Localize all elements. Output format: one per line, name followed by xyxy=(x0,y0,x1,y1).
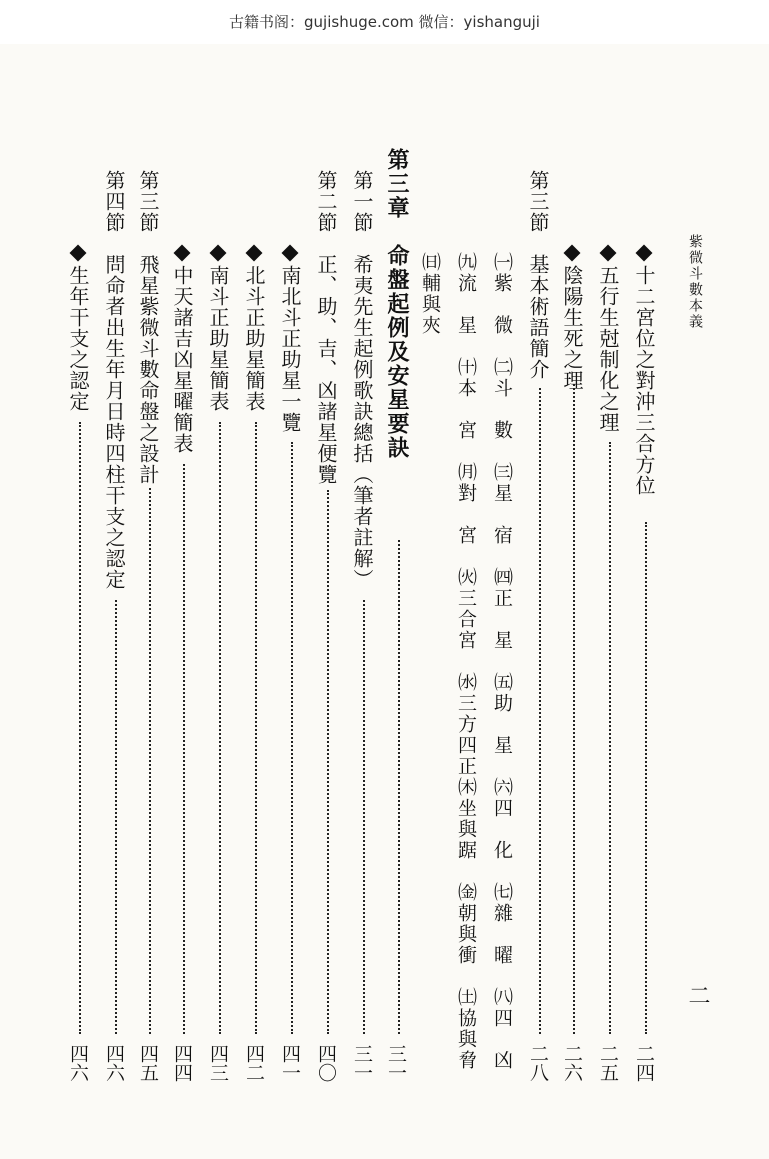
diamond-bullet-icon xyxy=(636,245,653,262)
toc-entry-e9: 希夷先生起例歌訣總括（筆者註解） xyxy=(350,254,374,590)
section-label: 第三節 xyxy=(526,170,550,233)
section-label: 第三節 xyxy=(136,170,160,233)
section-label: 第一節 xyxy=(350,170,374,233)
diamond-bullet-icon xyxy=(246,245,263,262)
folio-number: 二 xyxy=(685,984,710,1006)
page-number: 四一 xyxy=(279,1044,301,1082)
leader-dots xyxy=(327,490,329,1034)
toc-entry-e13 xyxy=(208,244,228,412)
toc-entry-e11 xyxy=(280,244,300,433)
book-page xyxy=(0,44,769,1159)
toc-entry-e16: 問命者出生年月日時四柱干支之認定 xyxy=(102,254,126,590)
page-number: 四〇 xyxy=(315,1044,337,1082)
diamond-bullet-icon xyxy=(70,245,87,262)
page-number: 四六 xyxy=(67,1044,89,1082)
toc-entry-e17 xyxy=(68,244,88,412)
page-number: 四五 xyxy=(137,1044,159,1082)
entry-title: 生年干支之認定 xyxy=(66,265,90,412)
diamond-bullet-icon xyxy=(600,245,617,262)
leader-dots xyxy=(183,464,185,1034)
page-number: 四三 xyxy=(207,1044,229,1082)
leader-dots xyxy=(609,442,611,1034)
entry-title: 五行生尅制化之理 xyxy=(596,265,620,433)
page-number: 四四 xyxy=(171,1044,193,1082)
leader-dots xyxy=(645,522,647,1034)
diamond-bullet-icon xyxy=(210,245,227,262)
running-header: 紫微斗數本義 xyxy=(687,234,703,330)
leader-dots xyxy=(255,422,257,1034)
diamond-bullet-icon xyxy=(174,245,191,262)
entry-title: 陰陽生死之理 xyxy=(560,265,584,391)
leader-dots xyxy=(219,422,221,1034)
entry-title: 十二宮位之對沖三合方位 xyxy=(632,265,656,496)
toc-entry-e1 xyxy=(634,244,654,496)
toc-entry-e14 xyxy=(172,244,192,454)
leader-dots xyxy=(149,488,151,1034)
section-label: 第四節 xyxy=(102,170,126,233)
term-list-row-3: ㈰輔與夾 xyxy=(419,252,441,336)
page-number: 二八 xyxy=(527,1044,549,1082)
leader-dots xyxy=(398,540,400,1034)
leader-dots xyxy=(79,422,81,1034)
toc-entry-e15: 飛星紫微斗數命盤之設計 xyxy=(136,254,160,485)
entry-title: 北斗正助星簡表 xyxy=(242,265,266,412)
watermark-text: 古籍书阁：gujishuge.com 微信：yishanguji xyxy=(229,13,540,31)
page-number: 二六 xyxy=(561,1044,583,1082)
toc-entry-e3 xyxy=(562,244,582,391)
page-number: 二五 xyxy=(597,1044,619,1082)
page-number: 三一 xyxy=(385,1044,407,1082)
entry-title: 南北斗正助星一覽 xyxy=(278,265,302,433)
diamond-bullet-icon xyxy=(564,245,581,262)
leader-dots xyxy=(539,388,541,1034)
chapter-title: 第三章 命盤起例及安星要訣 xyxy=(384,148,410,460)
toc-entry-e4: 基本術語簡介 xyxy=(526,254,550,380)
entry-title: 中天諸吉凶星曜簡表 xyxy=(170,265,194,454)
page-number: 三一 xyxy=(351,1044,373,1082)
term-list-row-1: ㈠紫 微 ㈡斗 數 ㈢星 宿 ㈣正 星 ㈤助 星 ㈥四 化 ㈦雜 曜 ㈧四 凶 xyxy=(491,252,513,1071)
entry-title: 南斗正助星簡表 xyxy=(206,265,230,412)
toc-entry-e2 xyxy=(598,244,618,433)
page-number: 四六 xyxy=(103,1044,125,1082)
leader-dots xyxy=(363,600,365,1034)
diamond-bullet-icon xyxy=(282,245,299,262)
term-list-row-2: ㈨流 星 ㈩本 宮 ㈪對 宮 ㈫三合宮 ㈬三方四正㈭坐與踞 ㈮朝與衝 ㈯協與脅 xyxy=(455,252,477,1071)
toc-entry-e10: 正、助、吉、凶諸星便覽 xyxy=(314,254,338,485)
section-label: 第二節 xyxy=(314,170,338,233)
page-number: 二四 xyxy=(633,1044,655,1082)
leader-dots xyxy=(573,384,575,1034)
leader-dots xyxy=(291,442,293,1034)
leader-dots xyxy=(115,600,117,1034)
toc-entry-e12 xyxy=(244,244,264,412)
page-number: 四二 xyxy=(243,1044,265,1082)
